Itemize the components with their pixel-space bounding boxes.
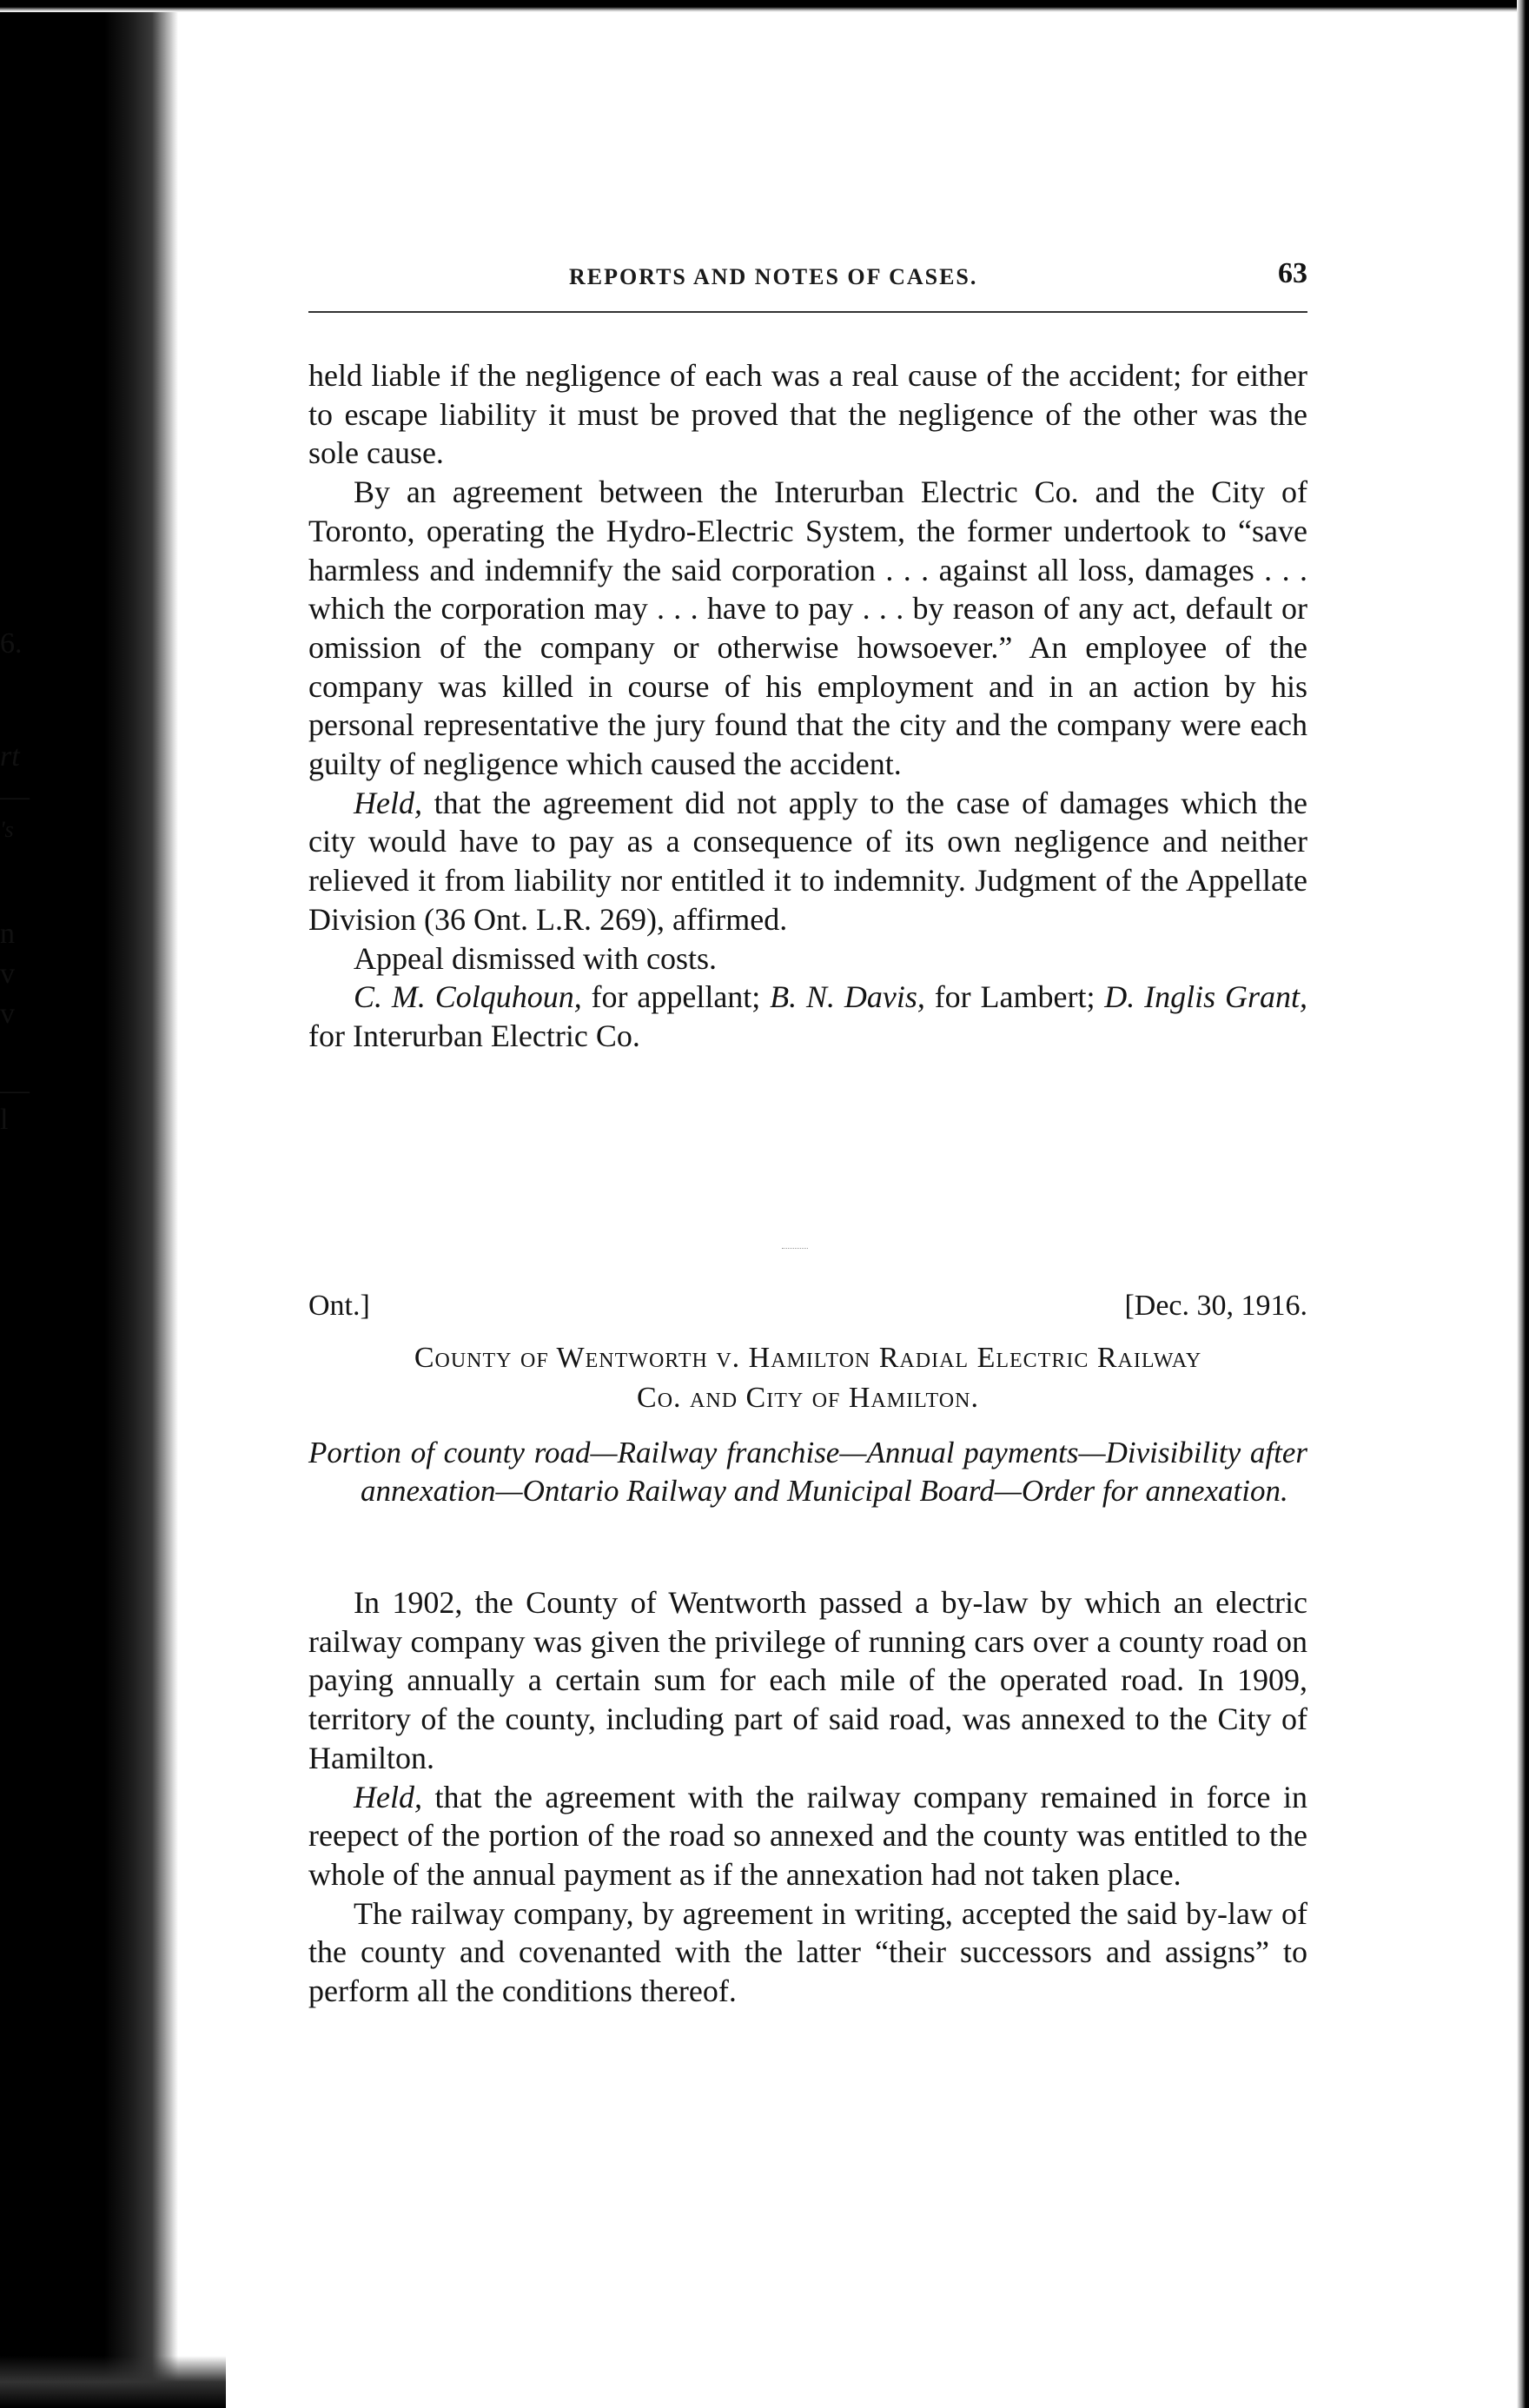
case1-paragraph-1: held liable if the negligence of each was a real cause of the accident; for either to escape liability it must be proved that the negligence of the other was the sole cause. [308,358,1307,471]
running-head [308,257,1307,301]
header-rule [308,311,1307,313]
case2-paragraph-3: The railway company, by agreement in writing, accepted the said by-law of the county and covenanted with the latter “their successors and assigns” to perform all the conditions thereof. [308,1895,1307,2009]
margin-fragment: v [0,998,15,1030]
margin-fragment: — [0,780,30,813]
case2-headnote: Portion of county road—Railway franchise—Annual payments—Divisibility after annexation—Ontario Railway and Municipal Board—Order for annexation. [308,1436,1307,1508]
scan-left-edge [0,0,178,2408]
case2-title [308,1338,1307,1418]
held-label: Held, [354,785,422,820]
scan-top-edge [0,0,1529,12]
case2-title-line-2: Co. and City of Hamilton. [637,1382,979,1414]
margin-fragment: 6. [0,627,23,660]
case1-body [308,356,1307,1056]
case2-title-line-1: County of Wentworth v. Hamilton Radial Electric Railway [414,1342,1202,1374]
holding-text: that the agreement with the railway company remained in force in reepect of the portion of the road so annexed and the county was entitled to the whole of the annual payment as if the annexation had not taken place. [308,1779,1307,1892]
case2-paragraph-1: In 1902, the County of Wentworth passed a by-law by which an electric railway company was given the privilege of running cars over a county road on paying annually a certain sum for each mile of the operated road. In 1909, territory of the county, including part of said road, was annexed to the City of Hamilton. [308,1585,1307,1775]
counsel-name: D. Inglis Grant, [1104,979,1307,1015]
counsel-role: for Lambert; [924,979,1105,1015]
margin-fragment: v [0,958,15,990]
case2-holding [308,1778,1307,1894]
counsel-role: for Interurban Electric Co. [308,1018,640,1053]
case-separator [782,1248,808,1249]
margin-fragment: l [0,1104,9,1136]
case1-disposition: Appeal dismissed with costs. [354,940,717,976]
holding-text: that the agreement did not apply to the case of damages which the city would have to pay as a consequence of its own negligence and neither relieved it from liability nor entitled it to indemnity. Judgment of the Appellate Division (36 Ont. L.R. 269), affirmed. [308,785,1307,937]
case2-court: Ont.] [308,1290,370,1322]
scan-right-edge [1517,0,1529,2408]
margin-fragment: n [0,918,15,950]
case1-paragraph-2: By an agreement between the Interurban Electric Co. and the City of Toronto, operating the Hydro-Electric System, the former undertook to “save harmless and indemnify the said corporation . . . against all loss, damages . . . which the corporation may . . . have to pay . . . by reason of any act, default or omission of the company or otherwise howsoever.” An employee of the company was killed in course of his employment and in an action by his personal representative the jury found that the city and the company were each guilty of negligence which caused the accident. [308,474,1307,782]
margin-fragment: — [0,1074,30,1106]
running-head-title: REPORTS AND NOTES OF CASES. [569,264,978,289]
margin-fragment: 's [0,817,14,842]
margin-fragment: rt [0,740,20,773]
case2-body [308,1583,1307,2011]
page-number: 63 [1278,257,1307,289]
case1-counsel [308,978,1307,1055]
case2-date: [Dec. 30, 1916. [1124,1290,1307,1322]
case1-holding [308,784,1307,939]
scan-bottom-edge [0,2356,226,2408]
held-label: Held, [354,1779,422,1814]
counsel-name: B. N. Davis, [770,979,925,1015]
counsel-name: C. M. Colquhoun, [354,979,582,1015]
counsel-role: for appellant; [581,979,771,1015]
case2-heading-row [308,1290,1307,1328]
